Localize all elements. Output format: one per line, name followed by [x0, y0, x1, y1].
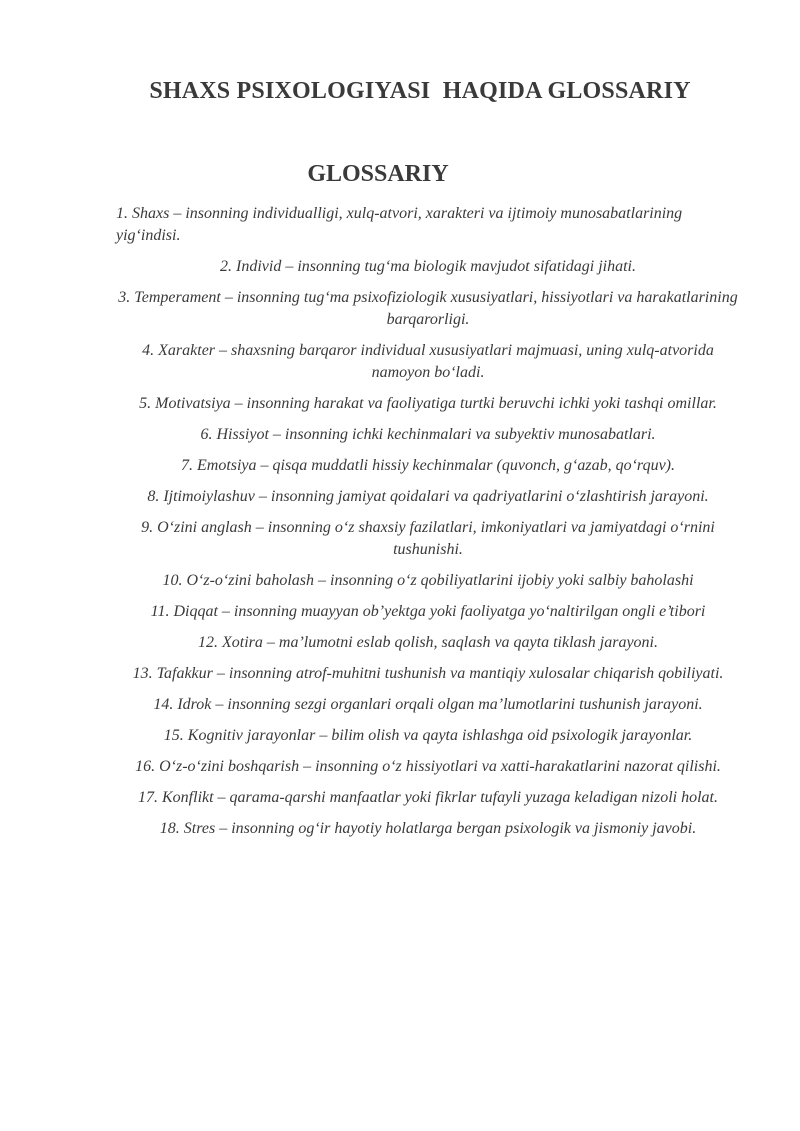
glossary-entry: 15. Kognitiv jarayonlar – bilim olish va qayta ishlashga oid psixologik jarayonlar. [163, 727, 693, 744]
glossary-list [116, 203, 740, 849]
glossary-entry: 14. Idrok – insonning sezgi organlari orqali olgan ma’lumotlarini tushunish jarayoni. [153, 696, 703, 713]
glossary-entry: 12. Xotira – ma’lumotni eslab qolish, saqlash va qayta tiklash jarayoni. [198, 634, 658, 651]
glossary-entry: 11. Diqqat – insonning muayyan ob’yektga yoki faoliyatga yo‘naltirilgan ongli e’tibori [150, 603, 706, 620]
glossary-entry: 4. Xarakter – shaxsning barqaror individual xususiyatlari majmuasi, uning xulq-atvorida namoyon bo‘ladi. [142, 342, 714, 381]
glossary-entry: 9. O‘zini anglash – insonning o‘z shaxsiy fazilatlari, imkoniyatlari va jamiyatdagi o‘rnini tushunishi. [141, 519, 715, 558]
page-title: SHAXS PSIXOLOGIYASI HAQIDA GLOSSARIY [149, 78, 691, 104]
glossary-entry: 16. O‘z-o‘zini boshqarish – insonning o‘z hissiyotlari va xatti-harakatlarini nazorat qilishi. [135, 758, 721, 775]
glossary-entry: 18. Stres – insonning og‘ir hayotiy holatlarga bergan psixologik va jismoniy javobi. [159, 820, 697, 837]
glossary-entry: 3. Temperament – insonning tug‘ma psixofiziologik xususiyatlari, hissiyotlari va harakatlarining barqarorligi. [118, 289, 738, 328]
glossary-entry: 10. O‘z-o‘zini baholash – insonning o‘z qobiliyatlarini ijobiy yoki salbiy baholashi [162, 572, 694, 589]
glossary-entry: 7. Emotsiya – qisqa muddatli hissiy kechinmalar (quvonch, g‘azab, qo‘rquv). [180, 457, 675, 474]
glossary-entry: 6. Hissiyot – insonning ichki kechinmalari va subyektiv munosabatlari. [200, 426, 656, 443]
glossary-entry: 5. Motivatsiya – insonning harakat va faoliyatiga turtki beruvchi ichki yoki tashqi omillar. [139, 395, 717, 412]
section-heading: GLOSSARIY [307, 161, 449, 187]
glossary-entry: 17. Konflikt – qarama-qarshi manfaatlar yoki fikrlar tufayli yuzaga keladigan nizoli holat. [138, 789, 718, 806]
glossary-entry: 2. Individ – insonning tug‘ma biologik mavjudot sifatidagi jihati. [220, 258, 636, 275]
glossary-entry: 1. Shaxs – insonning individualligi, xulq-atvori, xarakteri va ijtimoiy munosabatlarining yig‘indisi. [116, 205, 683, 244]
glossary-entry: 13. Tafakkur – insonning atrof-muhitni tushunish va mantiqiy xulosalar chiqarish qobiliyati. [132, 665, 724, 682]
glossary-entry: 8. Ijtimoiylashuv – insonning jamiyat qoidalari va qadriyatlarini o‘zlashtirish jarayoni. [147, 488, 709, 505]
